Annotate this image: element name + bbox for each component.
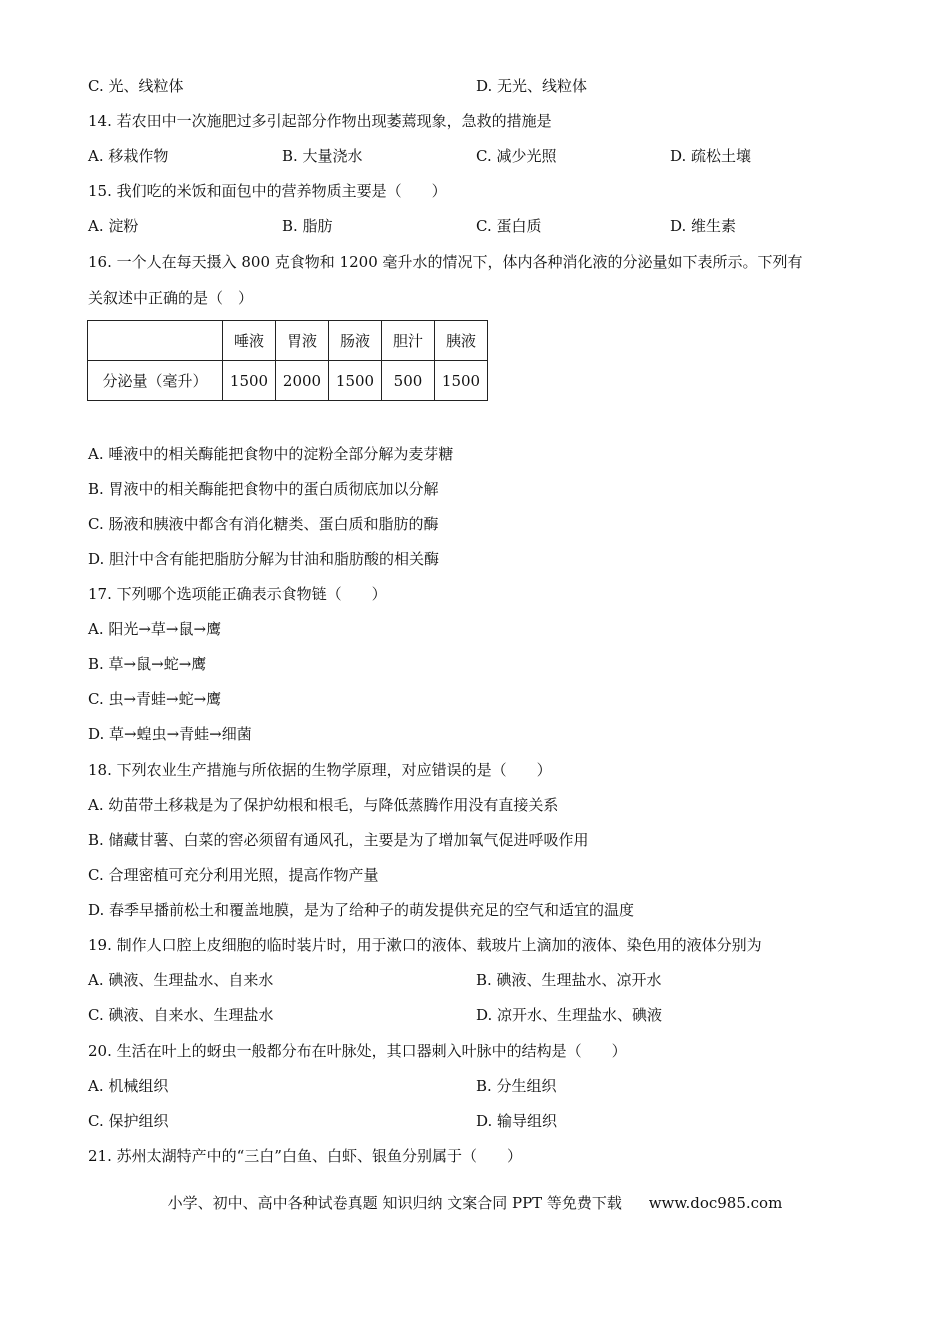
table-cell: 500: [382, 361, 435, 401]
secretion-table: [87, 320, 488, 401]
q19-option-c: C. 碘液、自来水、生理盐水: [88, 1006, 274, 1024]
q17-option-b: B. 草→鼠→蛇→鹰: [88, 655, 207, 673]
table-header-cell: 唾液: [223, 321, 276, 361]
q15-stem: 15. 我们吃的米饭和面包中的营养物质主要是（ ）: [88, 182, 447, 200]
table-header-cell: [88, 321, 223, 361]
q18-option-a: A. 幼苗带土移栽是为了保护幼根和根毛，与降低蒸腾作用没有直接关系: [88, 796, 559, 814]
table-row: [88, 361, 488, 401]
q13-option-c: C. 光、线粒体: [88, 77, 184, 95]
q17-option-d: D. 草→蝗虫→青蛙→细菌: [88, 725, 252, 743]
table-header-row: [88, 321, 488, 361]
q14-option-b: B. 大量浇水: [282, 147, 363, 165]
q18-option-c: C. 合理密植可充分利用光照，提高作物产量: [88, 866, 379, 884]
table-header-cell: 肠液: [329, 321, 382, 361]
table-header-cell: 胆汁: [382, 321, 435, 361]
q20-option-d: D. 输导组织: [476, 1112, 558, 1130]
q16-option-a: A. 唾液中的相关酶能把食物中的淀粉全部分解为麦芽糖: [88, 445, 454, 463]
q15-option-a: A. 淀粉: [88, 217, 139, 235]
table-header-cell: 胰液: [435, 321, 488, 361]
q15-option-d: D. 维生素: [670, 217, 737, 235]
table-row-label: 分泌量（毫升）: [88, 361, 223, 401]
q18-stem: 18. 下列农业生产措施与所依据的生物学原理，对应错误的是（ ）: [88, 761, 552, 779]
q14-option-c: C. 减少光照: [476, 147, 557, 165]
q21-stem: 21. 苏州太湖特产中的“三白”白鱼、白虾、银鱼分别属于（ ）: [88, 1147, 522, 1165]
q16-stem-line2: 关叙述中正确的是（ ）: [88, 289, 254, 307]
table-cell: 1500: [329, 361, 382, 401]
q20-stem: 20. 生活在叶上的蚜虫一般都分布在叶脉处，其口器刺入叶脉中的结构是（ ）: [88, 1042, 627, 1060]
q14-stem: 14. 若农田中一次施肥过多引起部分作物出现萎蔫现象，急救的措施是: [88, 112, 552, 130]
table-cell: 1500: [435, 361, 488, 401]
q20-option-b: B. 分生组织: [476, 1077, 557, 1095]
q19-stem: 19. 制作人口腔上皮细胞的临时装片时，用于漱口的液体、载玻片上滴加的液体、染色用的液体分别为: [88, 936, 762, 954]
table-cell: 1500: [223, 361, 276, 401]
q17-option-a: A. 阳光→草→鼠→鹰: [88, 620, 222, 638]
q17-option-c: C. 虫→青蛙→蛇→鹰: [88, 690, 222, 708]
q20-option-a: A. 机械组织: [88, 1077, 169, 1095]
q14-option-a: A. 移栽作物: [88, 147, 169, 165]
q19-option-a: A. 碘液、生理盐水、自来水: [88, 971, 274, 989]
q15-option-b: B. 脂肪: [282, 217, 333, 235]
q16-option-d: D. 胆汁中含有能把脂肪分解为甘油和脂肪酸的相关酶: [88, 550, 440, 568]
q15-option-c: C. 蛋白质: [476, 217, 542, 235]
q19-option-d: D. 凉开水、生理盐水、碘液: [476, 1006, 663, 1024]
q19-option-b: B. 碘液、生理盐水、凉开水: [476, 971, 662, 989]
page-footer: [0, 1192, 950, 1213]
table-cell: 2000: [276, 361, 329, 401]
q18-option-d: D. 春季早播前松土和覆盖地膜，是为了给种子的萌发提供充足的空气和适宜的温度: [88, 901, 635, 919]
q13-option-d: D. 无光、线粒体: [476, 77, 588, 95]
q16-option-c: C. 肠液和胰液中都含有消化糖类、蛋白质和脂肪的酶: [88, 515, 439, 533]
q18-option-b: B. 储藏甘薯、白菜的窖必须留有通风孔，主要是为了增加氧气促进呼吸作用: [88, 831, 589, 849]
footer-text: 小学、初中、高中各种试卷真题 知识归纳 文案合同 PPT 等免费下载: [167, 1194, 622, 1212]
q16-option-b: B. 胃液中的相关酶能把食物中的蛋白质彻底加以分解: [88, 480, 439, 498]
q20-option-c: C. 保护组织: [88, 1112, 169, 1130]
q17-stem: 17. 下列哪个选项能正确表示食物链（ ）: [88, 585, 387, 603]
table-header-cell: 胃液: [276, 321, 329, 361]
q14-option-d: D. 疏松土壤: [670, 147, 752, 165]
q16-stem-line1: 16. 一个人在每天摄入 800 克食物和 1200 毫升水的情况下，体内各种消化液的分泌量如下表所示。下列有: [88, 253, 803, 271]
footer-link[interactable]: www.doc985.com: [648, 1194, 783, 1212]
